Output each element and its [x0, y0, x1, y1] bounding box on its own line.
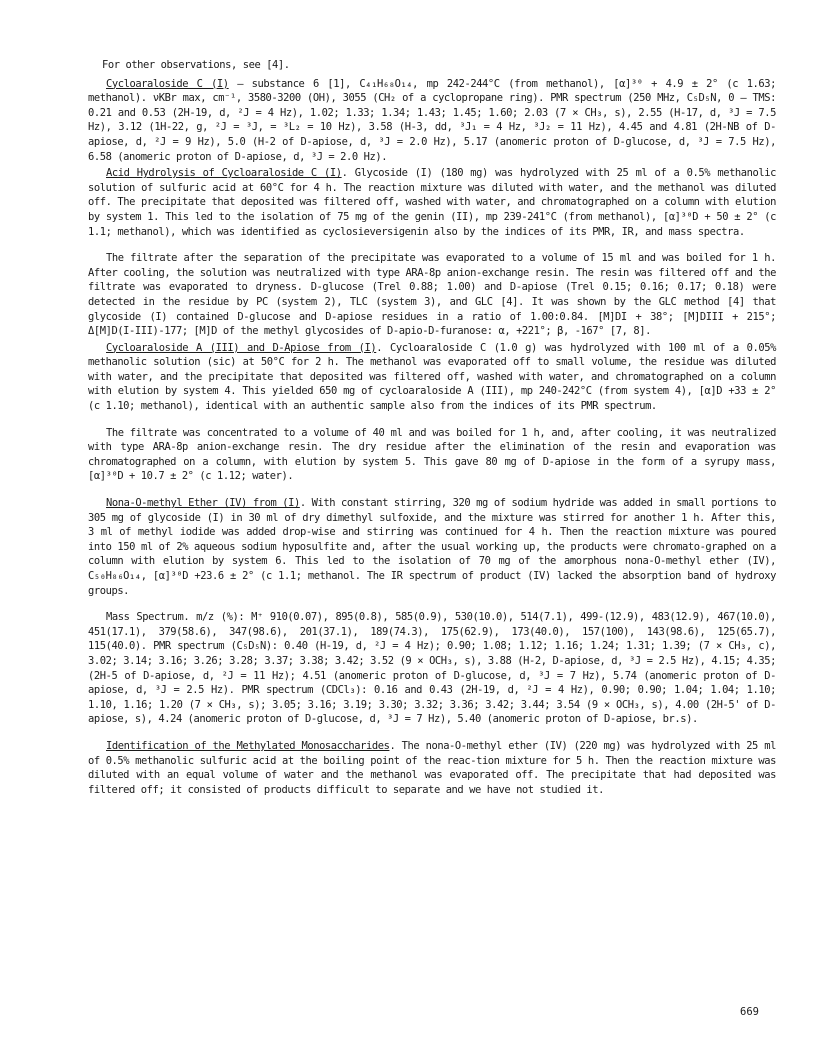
- page-number: 669: [740, 1006, 759, 1018]
- section-body: . The nona-O-methyl ether (IV) (220 mg) was hydrolyzed with 25 ml of 0.5% methanolic sulfuric acid at the boiling point of the reac-tion mixture for 5 h. Then the reaction mixture was diluted with an equal volume of water and the methanol was evaporated off. The precipitate that had deposited was filtered off; it consisted of products difficult to separate and we have not studied it.: [88, 739, 776, 796]
- section-body: . Cycloaraloside C (1.0 g) was hydrolyzed with 100 ml of a 0.05% methanolic solution (sic) at 50°C for 2 h. The methanol was evaporated off to small volume, the residue was diluted with water, and the precipitate that deposited was filtered off, washed with water, and chromatographed on a column with elution by system 4. This yielded 650 mg of cycloaraloside A (III), mp 240-242°C (from system 4), [α]D +33 ± 2° (c 1.10; methanol), identical with an authentic sample also from the indices of its PMR spectrum.: [88, 341, 776, 413]
- section-body: The filtrate was concentrated to a volume of 40 ml and was boiled for 1 h, and, after cooling, it was neutralized with type ARA-8p anion-exchange resin. The dry residue after the elimination of the resin and evaporation was chromatographed on a column, with elution by system 5. This gave 80 mg of D-apiose in the form of a syrupy mass, [α]³⁰D + 10.7 ± 2° (c 1.12; water).: [88, 426, 776, 483]
- section-body: . With constant stirring, 320 mg of sodium hydride was added in small portions to 305 mg of glycoside (I) in 30 ml of dry dimethyl sulfoxide, and the mixture was stirred for another 1 h. After this, 3 ml of methyl iodide was added drop-wise and stirring was continued for 4 h. Then the reaction mixture was poured into 150 ml of 2% aqueous sodium hyposulfite and, after the usual working up, the products were chromato-graphed on a column with elution by system 6. This led to the isolation of 70 mg of the amorphous nona-O-methyl ether (IV), C₅₀H₈₆O₁₄, [α]³⁰D +23.6 ± 2° (c 1.1; methanol. The IR spectrum of product (IV) lacked the absorption band of hydroxy groups.: [88, 497, 776, 597]
- section-body: — substance 6 [1], C₄₁H₆₈O₁₄, mp 242-244°C (from methanol), [α]³⁰ + 4.9 ± 2° (c 1.63; methanol). νKBr max, cm⁻¹, 3580-3200 (OH), 3055 (CH₂ of a cyclopropane ring). PMR spectrum (250 MHz, C₅D₅N, 0 — TMS: 0.21 and 0.53 (2H-19, d, ²J = 4 Hz), 1.02; 1.33; 1.34; 1.43; 1.45; 1.60; 2.03 (7 × CH₃, s), 2.55 (H-17, d, ³J = 7.5 Hz), 3.12 (1H-22, g, ²J = ³J, = ³L₂ = 10 Hz), 3.58 (H-3, dd, ³J₁ = 4 Hz, ³J₂ = 11 Hz), 4.45 and 4.81 (2H-NB of D-apiose, d, ²J = 9 Hz), 5.0 (H-2 of D-apiose, d, ³J = 2.0 Hz), 5.17 (anomeric proton of D-glucose, d, ³J = 7.5 Hz), 6.58 (anomeric proton of D-apiose, d, ³J = 2.0 Hz).: [88, 77, 777, 163]
- section-heading: Cycloaraloside C (I): [106, 77, 229, 90]
- intro-line: For other observations, see [4].: [102, 59, 290, 71]
- paragraph-filtrate-1: [88, 251, 776, 339]
- section-heading: Identification of the Methylated Monosaccharides: [106, 739, 390, 752]
- paragraph-filtrate-2: [88, 426, 776, 484]
- section-identification: [88, 739, 776, 797]
- section-heading: Nona-O-methyl Ether (IV) from (I): [106, 497, 300, 510]
- section-cycloaraloside-a: [88, 341, 776, 414]
- section-body: Mass Spectrum. m/z (%): M⁺ 910(0.07), 895(0.8), 585(0.9), 530(10.0), 514(7.1), 499-(12.9), 483(12.9), 467(10.0), 451(17.1), 379(58.6), 347(98.6), 201(37.1), 189(74.3), 175(62.9), 173(40.0), 157(100), 143(98.6), 125(65.7), 115(40.0). PMR spectrum (C₅D₅N): 0.40 (H-19, d, ²J = 4 Hz); 0.90; 1.08; 1.12; 1.16; 1.24; 1.31; 1.39; (7 × CH₃, c), 3.02; 3.14; 3.16; 3.26; 3.28; 3.37; 3.38; 3.42; 3.52 (9 × OCH₃, s), 3.88 (H-2, D-apiose, d, ³J = 2.5 Hz), 4.15; 4.35; (2H-5 of D-apiose, d, ²J = 11 Hz); 4.51 (anomeric proton of D-glucose, d, ³J = 7 Hz), 5.74 (anomeric proton of D-apiose, d, ³J = 2.5 Hz). PMR spectrum (CDCl₃): 0.16 and 0.43 (2H-19, d, ²J = 4 Hz), 0.90; 0.90; 1.04; 1.04; 1.10; 1.10, 1.16; 1.20 (7 × CH₃, s); 3.05; 3.16; 3.19; 3.30; 3.32; 3.36; 3.42; 3.44; 3.54 (9 × OCH₃, s), 4.00 (2H-5' of D-apiose, s), 4.24 (anomeric proton of D-glucose, d, ³J = 7 Hz), 5.40 (anomeric proton of D-apiose, br.s).: [88, 611, 776, 726]
- section-heading: Cycloaraloside A (III) and D-Apiose from (I): [106, 341, 377, 354]
- paragraph-mass-spectrum: [88, 610, 776, 727]
- section-body: The filtrate after the separation of the precipitate was evaporated to a volume of 15 ml and was boiled for 1 h. After cooling, the solution was neutralized with type ARA-8p anion-exchange resin. The resin was filtered off and the filtrate was evaporated to dryness. D-glucose (Trel 0.88; 1.00) and D-apiose (Trel 0.15; 0.16; 0.17; 0.18) were detected in the residue by PC (system 2), TLC (system 3), and GLC [4]. It was shown by the GLC method [4] that glycoside (I) contained D-glucose and D-apiose residues in a ratio of 1.00:0.84. [M]DI + 38°; [M]DIII + 215°; Δ[M]D(I-III)-177; [M]D of the methyl glycosides of D-apio-D-furanose: α, +221°; β, -167° [7, 8].: [88, 252, 776, 338]
- section-body: . Glycoside (I) (180 mg) was hydrolyzed with 25 ml of a 0.5% methanolic solution of sulfuric acid at 60°C for 4 h. The reaction mixture was diluted with water, and the methanol was diluted off. The precipitate that deposited was filtered off, washed with water, and chromatographed on a column with elution by system 1. This led to the isolation of 75 mg of the genin (II), mp 239-241°C (from methanol), [α]³⁰D + 50 ± 2° (c 1.1; methanol), which was identified as cyclosieversigenin also by the indices of its PMR, IR, and mass spectra.: [88, 167, 776, 238]
- document-body: [88, 58, 776, 809]
- section-heading: Acid Hydrolysis of Cycloaraloside C (I): [106, 167, 342, 180]
- section-nona-methyl-ether: [88, 496, 776, 598]
- section-cycloaraloside-c: [88, 77, 776, 165]
- section-acid-hydrolysis: [88, 166, 776, 239]
